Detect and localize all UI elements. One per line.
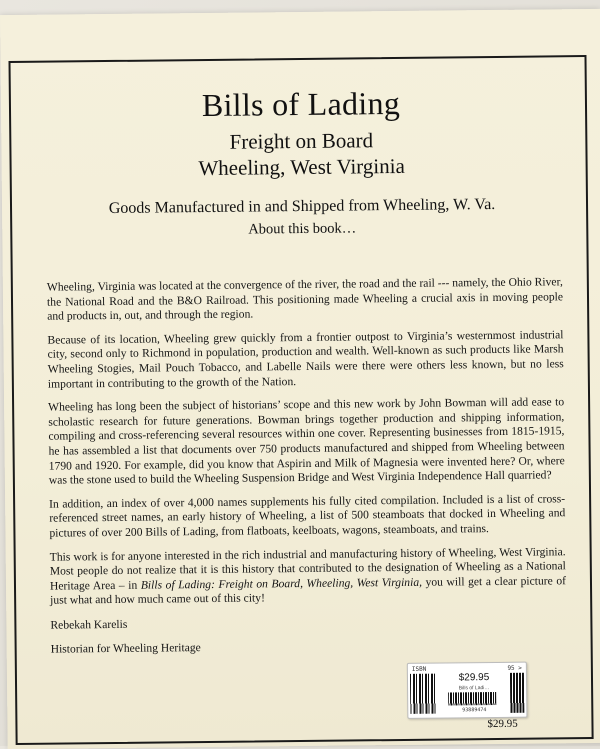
book-subtitle-line2: Wheeling, West Virginia	[198, 153, 405, 181]
book-title: Bills of Lading	[201, 84, 401, 124]
book-subtitle-line1: Freight on Board	[229, 128, 374, 154]
paragraph: Wheeling has long been the subject of historians’ scope and this new work by John Bowman will add ease to scholastic research for future generations. Bowman brings together production and shipping information, compiling and cross-referencing several resources within one cover. Representing businesses from 1815-1915, he has assembled a list that documents over 750 products manufactured and shipped from Wheeling between 1790 and 1920. For example, did you know that Aspirin and Milk of Magnesia were invented here? Or, where was the stone used to build the Wheeling Suspension Bridge and West Virginia Independence Hall quarried?	[48, 395, 565, 487]
book-back-cover	[0, 9, 600, 749]
signature-role: Historian for Wheeling Heritage	[50, 640, 201, 656]
final-text-before: This work is for anyone interested in the rich industrial and manufacturing history of Wheeling, West Virginia. Most people do not realize that it is this history that contributed to the designation of Wheeling as a National Heritage Area – in	[49, 544, 566, 593]
printed-price: $29.95	[487, 717, 518, 731]
barcode-icon	[410, 674, 436, 714]
description-body	[47, 275, 567, 665]
final-text-after: you will get a clear picture of just what and how much came out of this city!	[50, 573, 567, 607]
sticker-code: 93889474	[462, 707, 487, 714]
book-title-italic: Bills of Lading: Freight on Board, Wheeling, West Virginia,	[140, 575, 423, 592]
sticker-barcode-icon	[448, 692, 496, 706]
paragraph: Wheeling, Virginia was located at the convergence of the river, the road and the rail --- namely, the Ohio River, the National Road and the B&O Railroad. This positioning made Wheeling a crucial axis in moving people and products in, out, and through the region.	[46, 275, 564, 323]
barcode-addon-icon	[510, 673, 524, 713]
book-tagline: Goods Manufactured in and Shipped from Wheeling, W. Va.	[108, 195, 496, 218]
paragraph-final	[50, 545, 567, 609]
paragraph: In addition, an index of over 4,000 names supplements his fully cited compilation. Included is a list of cross-referenced street names, an early history of Wheeling, a list of 500 steamboats that docked in Wheeling and pictures of over 200 Bills of Lading, from flatboats, keelboats, wagons, steamboats, and trains.	[49, 491, 566, 540]
sticker-price: $29.95	[458, 672, 490, 684]
signature-name: Rebekah Karelis	[50, 617, 128, 632]
price-sticker	[407, 662, 528, 719]
sticker-description: Bills of Ladi…	[458, 685, 490, 692]
isbn-label: ISBN	[411, 665, 427, 673]
about-heading: About this book…	[248, 220, 357, 238]
isbn-suffix: 95 >	[507, 664, 522, 672]
paragraph: Because of its location, Wheeling grew quickly from a frontier outpost to Virginia’s westernmost industrial city, second only to Richmond in population, production and wealth. Well-known as such products like Marsh Wheeling Stogies, Mail Pouch Tobacco, and Labelle Nails were there were others less known, but no less important in contributing to the growth of the Nation.	[47, 328, 564, 391]
